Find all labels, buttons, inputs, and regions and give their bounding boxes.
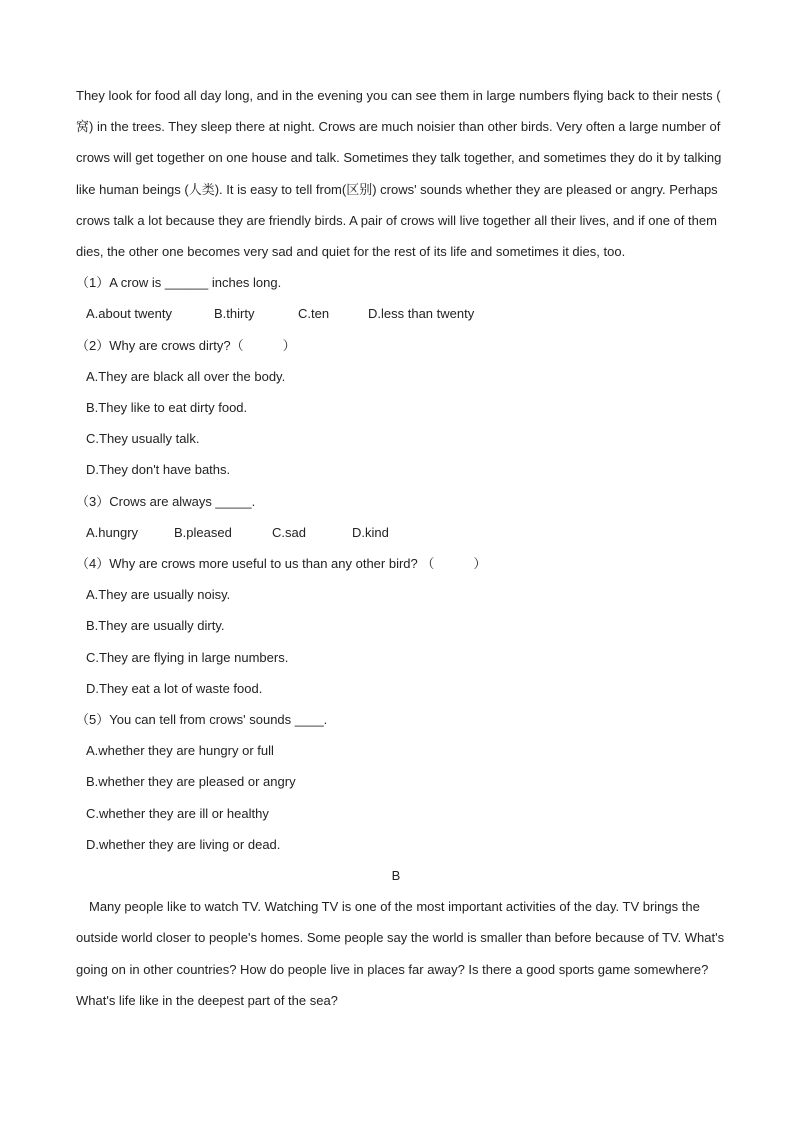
question-5-option-b: B.whether they are pleased or angry: [86, 774, 296, 790]
question-1-option-b: B.thirty: [214, 306, 255, 322]
question-5-option-a: A.whether they are hungry or full: [86, 743, 274, 759]
passage-line: like human beings (人类). It is easy to tell from(区别) crows' sounds whether they are pleased or angry. Perhaps: [76, 181, 718, 197]
section-b-heading: B: [391, 868, 401, 884]
passage-line: 窝) in the trees. They sleep there at night. Crows are much noisier than other birds. Very often a large number of: [76, 119, 721, 135]
passage-line: crows talk a lot because they are friendly birds. A pair of crows will live together all their lives, and if one of them: [76, 212, 717, 228]
question-3-option-a: A.hungry: [86, 524, 139, 540]
passage-b: [76, 891, 725, 1016]
question-4-option-a: A.They are usually noisy.: [86, 587, 231, 603]
passage-line: dies, the other one becomes very sad and quiet for the rest of its life and sometimes it dies, too.: [76, 244, 626, 260]
question-4-option-b: B.They are usually dirty.: [86, 618, 225, 634]
question-5-option-c: C.whether they are ill or healthy: [86, 805, 269, 821]
passage-line: outside world closer to people's homes. Some people say the world is smaller than before because of TV. What's: [76, 930, 725, 946]
question-4-option-d: D.They eat a lot of waste food.: [86, 680, 263, 696]
passage-line: They look for food all day long, and in the evening you can see them in large numbers flying back to their nests (: [76, 88, 721, 103]
question-4-stem: （4）Why are crows more useful to us than any other bird? （ ）: [76, 556, 487, 572]
question-3-option-b: B.pleased: [174, 524, 232, 540]
question-5-stem: （5）You can tell from crows' sounds ____.: [76, 712, 328, 728]
question-3-option-c: C.sad: [272, 524, 306, 540]
question-1-stem: （1）A crow is ______ inches long.: [76, 275, 282, 291]
question-2-option-d: D.They don't have baths.: [86, 462, 231, 478]
question-3-option-d: D.kind: [352, 524, 389, 540]
question-2-option-b: B.They like to eat dirty food.: [86, 400, 248, 416]
question-3-options: [76, 517, 721, 548]
passage-line: going on in other countries? How do people live in places far away? Is there a good sports game somewhere?: [76, 961, 709, 977]
passage-line: What's life like in the deepest part of the sea?: [76, 992, 338, 1008]
passage-line: crows will get together on one house and talk. Sometimes they talk together, and sometimes they do it by talking: [76, 150, 722, 166]
passage-a: [76, 80, 721, 267]
passage-line: [76, 891, 721, 922]
question-5-option-d: D.whether they are living or dead.: [86, 836, 281, 852]
question-4-option-c: C.They are flying in large numbers.: [86, 649, 289, 665]
question-1-options: [76, 298, 721, 329]
question-2-option-a: A.They are black all over the body.: [86, 368, 286, 384]
question-3-stem: （3）Crows are always _____.: [76, 493, 256, 509]
question-1-option-a: A.about twenty: [86, 306, 172, 322]
passage-b-line-1: Many people like to watch TV. Watching TV is one of the most important activities of the day. TV brings the: [89, 899, 700, 915]
question-2-option-c: C.They usually talk.: [86, 431, 200, 447]
question-1-option-d: D.less than twenty: [368, 306, 475, 322]
question-1-option-c: C.ten: [298, 306, 330, 322]
document-page: [76, 80, 725, 1016]
question-2-stem: （2）Why are crows dirty?（ ）: [76, 337, 296, 353]
